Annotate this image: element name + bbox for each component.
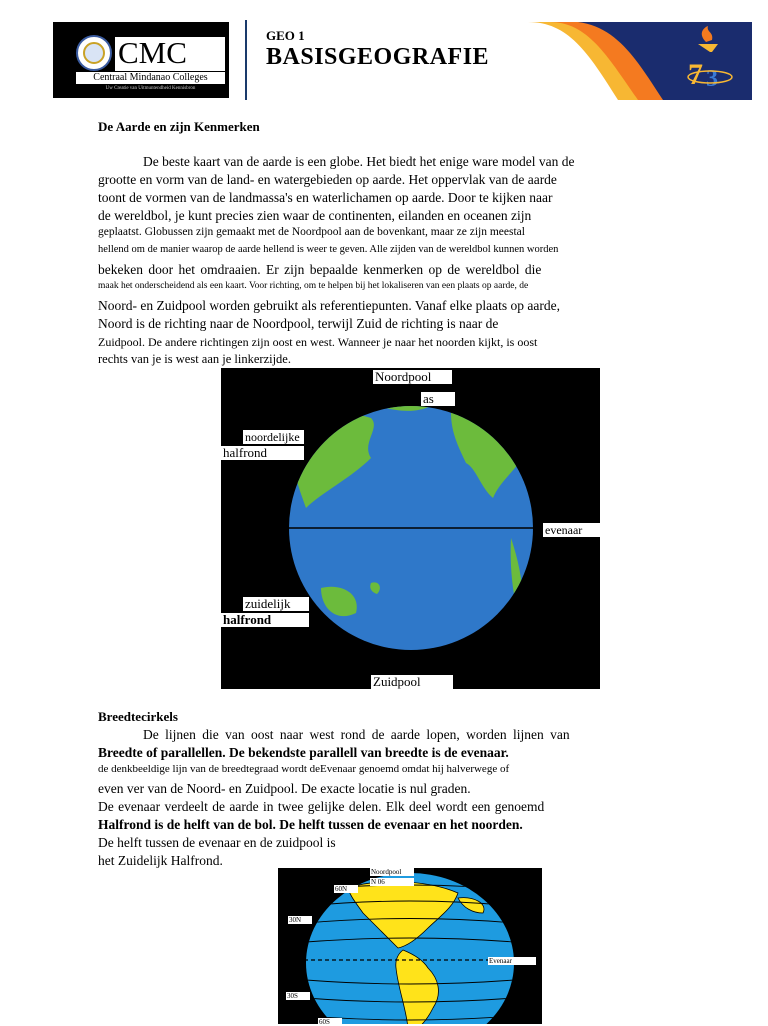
paragraph-line: hellend om de manier waarop de aarde hellend is weer te geven. Alle zijden van de wereldbol kunnen worden (98, 244, 559, 255)
paragraph-line: Zuidpool. De andere richtingen zijn oost en west. Wanneer je naar het noorden kijkt, is oost (98, 335, 538, 349)
label-axis: as (421, 392, 455, 406)
label-northern-hemisphere-2: halfrond (221, 446, 304, 460)
logo-text: CMC (118, 35, 187, 70)
course-title: BASISGEOGRAFIE (266, 44, 490, 70)
paragraph-line: Halfrond is de helft van de bol. De helft tussen de evenaar en het noorden. (98, 817, 523, 832)
label-30n: 30N (288, 916, 312, 924)
label-north-pole: Noordpool (373, 370, 452, 384)
label-south-pole: Zuidpool (371, 675, 453, 689)
paragraph-line: geplaatst. Globussen zijn gemaakt met de Noordpool aan de bovenkant, maar ze zijn meestal (98, 226, 525, 238)
label-north-pole: Noordpool (370, 868, 414, 876)
svg-text:3: 3 (706, 66, 718, 92)
paragraph-line: bekeken door het omdraaien. Er zijn bepaalde kenmerken op de wereldbol die (98, 262, 542, 277)
seal-emblem (83, 42, 105, 64)
label-southern-hemisphere-2: halfrond (221, 613, 309, 627)
paragraph-line: even ver van de Noord- en Zuidpool. De exacte locatie is nul graden. (98, 781, 471, 796)
paragraph-line: toont de vormen van de landmassa's en waterlichamen op aarde. Door te kijken naar (98, 190, 553, 205)
label-60s: 60S (318, 1018, 342, 1026)
logo-tagline: Uw Creatie van Uitmuntendheid Kennisbron (105, 86, 196, 91)
label-90n: N 06 (370, 878, 414, 886)
paragraph-line: rechts van je is west aan je linkerzijde. (98, 352, 291, 366)
label-60n: 60N (334, 885, 358, 893)
course-code: GEO 1 (266, 28, 305, 43)
paragraph-line: Breedte of parallellen. De bekendste parallell van breedte is de evenaar. (98, 745, 509, 760)
label-northern-hemisphere: noordelijke (243, 430, 304, 444)
section-heading-latitude: Breedtecirkels (98, 709, 178, 724)
paragraph-line: De lijnen die van oost naar west rond de aarde lopen, worden lijnen van (143, 727, 570, 742)
header-decoration (528, 22, 752, 100)
paragraph-line: Noord is de richting naar de Noordpool, terwijl Zuid de richting is naar de (98, 316, 499, 331)
paragraph-line: Noord- en Zuidpool worden gebruikt als referentiepunten. Vanaf elke plaats op aarde, (98, 298, 560, 313)
header-divider (245, 20, 247, 100)
globe-hemispheres-figure (221, 368, 600, 689)
paragraph-line: maak het onderscheidend als een kaart. Voor richting, om te helpen bij het lokaliseren van een plaats op aarde, de (98, 281, 529, 291)
latitude-globe-figure (278, 868, 542, 1024)
label-30s: 30S (286, 992, 310, 1000)
section-heading-earth: De Aarde en zijn Kenmerken (98, 119, 260, 134)
logo-subtitle: Centraal Mindanao Colleges (76, 72, 225, 84)
label-equator: Evenaar (488, 957, 536, 965)
paragraph-line: grootte en vorm van de land- en watergebieden op aarde. Het oppervlak van de aarde (98, 172, 557, 187)
paragraph-line: de denkbeeldige lijn van de breedtegraad wordt deEvenaar genoemd omdat hij halverwege of (98, 763, 510, 775)
paragraph-line: De beste kaart van de aarde is een globe. Het biedt het enige ware model van de (143, 154, 575, 169)
svg-text:7: 7 (688, 58, 703, 91)
paragraph-line: De helft tussen de evenaar en de zuidpool is (98, 835, 336, 850)
paragraph-line: de wereldbol, je kunt precies zien waar de continenten, eilanden en oceanen zijn (98, 208, 532, 223)
paragraph-line: De evenaar verdeelt de aarde in twee gelijke delen. Elk deel wordt een genoemd (98, 799, 545, 814)
label-southern-hemisphere: zuidelijk (243, 597, 309, 611)
paragraph-line: het Zuidelijk Halfrond. (98, 853, 223, 868)
label-equator: evenaar (543, 523, 600, 537)
